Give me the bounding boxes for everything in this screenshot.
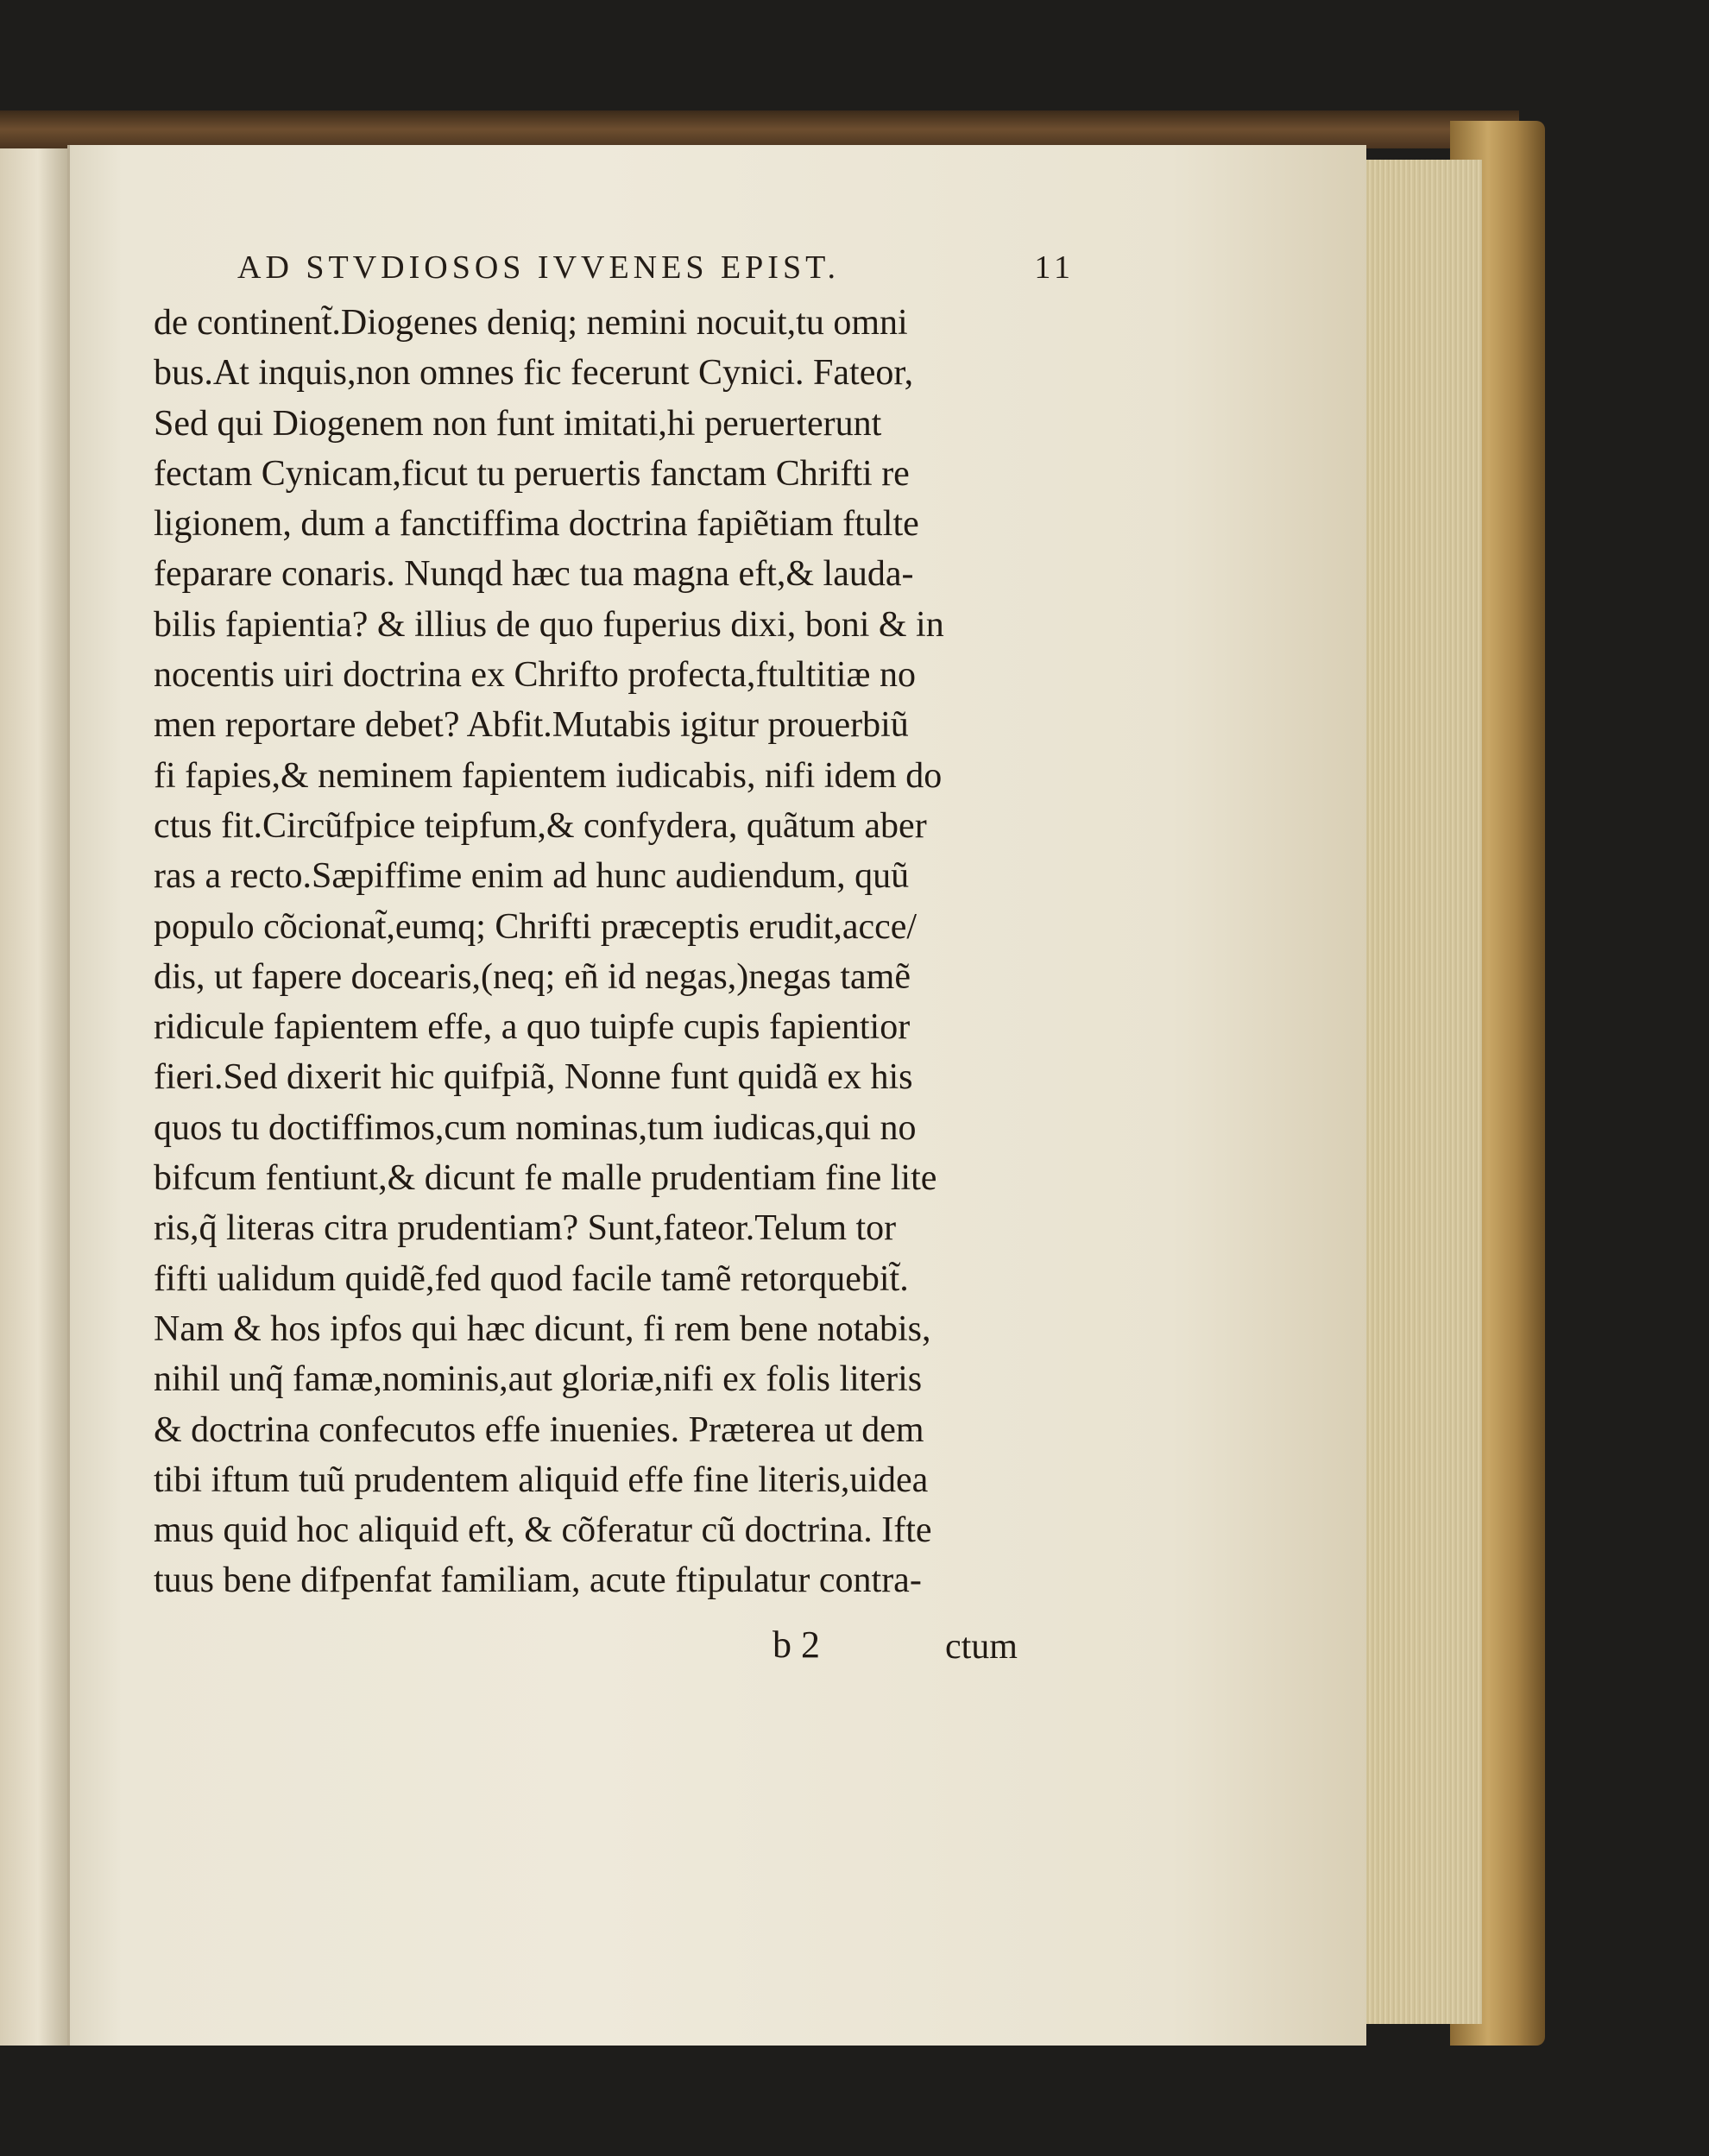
text-line: feparare conaris. Nunqd hæc tua magna eft,& lauda- — [154, 554, 914, 595]
text-line: Sed qui Diogenem non funt imitati,hi peruerterunt — [154, 403, 882, 444]
text-line: men reportare debet? Abfit.Mutabis igitur prouerbiũ — [154, 705, 909, 746]
text-line: bilis fapientia? & illius de quo fuperius dixi, boni & in — [154, 604, 944, 645]
text-line: mus quid hoc aliquid eft, & cõferatur cũ doctrina. Ifte — [154, 1510, 932, 1551]
text-line: & doctrina confecutos effe inuenies. Præterea ut dem — [154, 1409, 924, 1450]
text-line: tuus bene difpenfat familiam, acute ftipulatur contra- — [154, 1560, 922, 1601]
text-line: populo cõcionat̃,eumq; Chrifti præceptis erudit,acce/ — [154, 906, 918, 947]
text-line: de continent̃.Diogenes deniq; nemini nocuit,tu omni — [154, 303, 908, 343]
text-line: ras a recto.Sæpiffime enim ad hunc audiendum, quũ — [154, 856, 910, 897]
text-line: ctus fit.Circũfpice teipfum,& confydera, quãtum aber — [154, 805, 927, 846]
text-line: bus.At inquis,non omnes fic fecerunt Cynici. Fateor, — [154, 353, 914, 394]
folio-number: 11 — [1034, 249, 1075, 286]
text-line: bifcum fentiunt,& dicunt fe malle prudentiam fine lite — [154, 1158, 937, 1199]
text-line: fifti ualidum quidẽ,fed quod facile tamẽ retorquebit̃. — [154, 1258, 909, 1299]
text-line: fieri.Sed dixerit hic quifpiã, Nonne funt quidã ex his — [154, 1057, 913, 1098]
text-line: fectam Cynicam,ficut tu peruertis fanctam Chrifti re — [154, 453, 910, 494]
catchword: ctum — [945, 1627, 1018, 1667]
text-line: dis, ut fapere docearis,(neq; eñ id negas,)negas tamẽ — [154, 956, 911, 997]
top-binding-board — [0, 110, 1519, 148]
body-text — [154, 298, 1086, 1606]
text-line: fi fapies,& neminem fapientem iudicabis, nifi idem do — [154, 755, 943, 796]
text-line: ligionem, dum a fanctiffima doctrina fapiẽtiam ftulte — [154, 504, 919, 545]
text-line: ridicule fapientem effe, a quo tuipfe cupis fapientior — [154, 1007, 911, 1048]
text-line: ris,q̃ literas citra prudentiam? Sunt,fateor.Telum tor — [154, 1208, 897, 1249]
text-line: tibi iftum tuũ prudentem aliquid effe fine literis,uidea — [154, 1459, 929, 1500]
left-page-edge — [0, 138, 71, 2046]
text-line: Nam & hos ipfos qui hæc dicunt, fi rem bene notabis, — [154, 1308, 931, 1349]
text-line: nocentis uiri doctrina ex Chrifto profecta,ftultitiæ no — [154, 655, 916, 696]
running-head — [237, 249, 1075, 292]
text-line: nihil unq̃ famæ,nominis,aut gloriæ,nifi ex folis literis — [154, 1359, 923, 1400]
text-line: quos tu doctiffimos,cum nominas,tum iudicas,qui no — [154, 1107, 917, 1148]
signature-mark: b 2 — [773, 1623, 820, 1666]
fore-edge-page-block — [1359, 160, 1482, 2024]
running-head-title: AD STVDIOSOS IVVENES EPIST. — [237, 249, 840, 286]
